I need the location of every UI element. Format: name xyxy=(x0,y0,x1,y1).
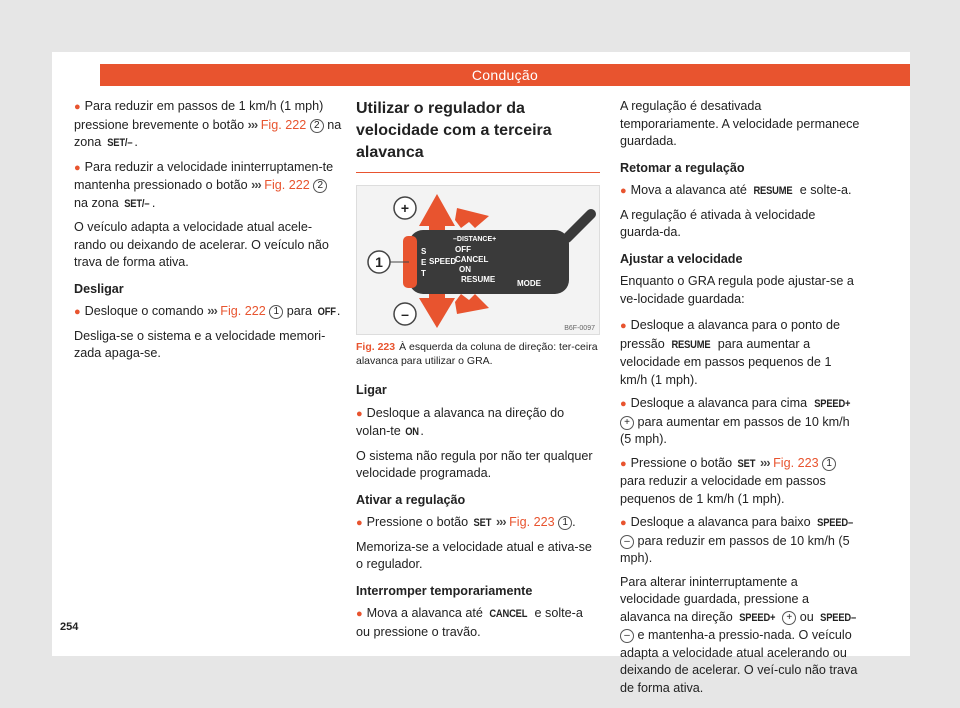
svg-text:B6F-0097: B6F-0097 xyxy=(564,325,595,332)
list-item: ● Mova a alavanca até RESUME e solte-a. xyxy=(620,182,860,201)
bullet-icon: ● xyxy=(74,101,81,113)
column-left xyxy=(74,98,344,372)
section-header: Condução xyxy=(100,64,910,86)
manual-page xyxy=(52,52,910,695)
control-label: RESUME xyxy=(753,185,793,197)
paragraph: Desliga-se o sistema e a velocidade memori-zada apaga-se. xyxy=(74,328,326,360)
reference-arrows-icon: ››› xyxy=(207,304,217,318)
control-label: RESUME xyxy=(671,338,711,351)
callout-number: 1 xyxy=(558,516,572,530)
reference-arrows-icon: ››› xyxy=(495,515,506,529)
svg-text:1: 1 xyxy=(375,254,383,270)
paragraph: Memoriza-se a velocidade atual e ativa-se o regulador. xyxy=(356,539,592,571)
reference-arrows-icon: ››› xyxy=(251,178,261,192)
svg-text:T: T xyxy=(421,269,426,278)
figure-caption: Fig. 223 À esquerda da coluna de direção: ter-ceira alavanca para utilizar o GRA. xyxy=(356,341,598,367)
paragraph: A regulação é desativada temporariamente. A velocidade permanece guardada. xyxy=(620,99,860,148)
arrow-right-up-icon xyxy=(455,208,489,228)
subheading: Retomar a regulação xyxy=(620,160,745,175)
subheading: Desligar xyxy=(74,281,124,296)
svg-text:RESUME: RESUME xyxy=(461,275,496,284)
list-item: ● Desloque a alavanca para baixo SPEED– – para reduzir em passos de 10 km/h (5 mph). xyxy=(620,515,854,565)
list-item: ● Desloque a alavanca para cima SPEED+ + para aumentar em passos de 10 km/h (5 mph). xyxy=(620,396,850,446)
figure-lever xyxy=(356,185,600,335)
bullet-icon: ● xyxy=(620,457,627,470)
page-number: 254 xyxy=(60,621,79,633)
subheading: Ativar a regulação xyxy=(356,492,466,507)
reference-arrows-icon: ››› xyxy=(759,455,770,470)
bullet-icon: ● xyxy=(356,608,363,620)
svg-text:ON: ON xyxy=(459,265,471,274)
paragraph: O sistema não regula por não ter qualquer velocidade programada. xyxy=(356,448,593,480)
bullet-icon: ● xyxy=(620,517,627,529)
figure-link[interactable]: Fig. 223 xyxy=(509,515,555,529)
control-label: SPEED– xyxy=(817,517,854,529)
callout-number: + xyxy=(782,611,796,625)
control-label: SET/– xyxy=(107,137,133,149)
control-label: SET xyxy=(737,457,755,470)
callout-number: – xyxy=(620,535,634,549)
bullet-icon: ● xyxy=(620,185,627,197)
callout-number: 2 xyxy=(313,179,327,193)
reference-arrows-icon: ››› xyxy=(247,117,258,132)
svg-text:+: + xyxy=(400,200,410,216)
callout-number: 1 xyxy=(822,457,836,471)
paragraph: A regulação é ativada à velocidade guarda-da. xyxy=(620,207,816,239)
subheading: Interromper temporariamente xyxy=(356,583,533,598)
arrow-right-down-icon xyxy=(455,294,489,314)
svg-text:OFF: OFF xyxy=(455,245,471,254)
callout-number: + xyxy=(620,416,634,430)
control-label: CANCEL xyxy=(489,608,528,620)
column-middle xyxy=(356,98,600,647)
callout-number: – xyxy=(620,629,634,643)
control-label: SPEED+ xyxy=(813,398,850,410)
paragraph: Enquanto o GRA regula pode ajustar-se a ve-locidade guardada: xyxy=(620,274,854,306)
list-item: ● Mova a alavanca até CANCEL e solte-a ou pressione o travão. xyxy=(356,606,583,639)
subheading: Ajustar a velocidade xyxy=(620,251,743,266)
control-label: OFF xyxy=(317,306,336,318)
callout-number: 2 xyxy=(310,119,324,133)
svg-text:MODE: MODE xyxy=(517,279,541,288)
callout-number: 1 xyxy=(269,305,283,319)
lever-illustration xyxy=(357,186,599,334)
control-label: SPEED– xyxy=(820,611,857,624)
bullet-icon: ● xyxy=(620,320,627,332)
section-title: Utilizar o regulador da velocidade com a terceira alavanca xyxy=(356,98,600,173)
figure-label: Fig. 223 xyxy=(356,341,396,353)
subheading: Ligar xyxy=(356,383,387,397)
svg-text:CANCEL: CANCEL xyxy=(455,255,489,264)
list-item: ● Desloque a alavanca para o ponto de pressão RESUME para aumentar a velocidade em passos pequenos de 1 km/h (1 mph). xyxy=(620,318,841,387)
svg-text:–DISTANCE+: –DISTANCE+ xyxy=(453,236,497,243)
paragraph: O veículo adapta a velocidade atual acele-rando ou deixando de acelerar. O veículo não trava de forma ativa. xyxy=(74,220,329,269)
bullet-icon: ● xyxy=(356,407,363,420)
svg-text:SPEED: SPEED xyxy=(429,257,457,266)
figure-link[interactable]: Fig. 223 xyxy=(773,455,819,470)
paragraph: Para alterar ininterruptamente a velocidade guardada, pressione a alavanca na direção SPEED+ + ou SPEED– – e mantenha-a pressio-nada. O veículo adapta a velocidade atual acelerando ou deixando de acelerar. O veí-culo não trava de forma ativa. xyxy=(620,574,858,695)
control-label: SET/– xyxy=(124,197,150,210)
list-item: ● Pressione o botão SET ››› Fig. 223 1 . xyxy=(356,514,600,533)
svg-text:E: E xyxy=(421,258,427,267)
bullet-icon: ● xyxy=(74,161,81,174)
figure-link[interactable]: Fig. 222 xyxy=(260,117,307,132)
list-item: ● Desloque o comando ››› Fig. 222 1 para OFF . xyxy=(74,303,344,322)
svg-text:S: S xyxy=(421,247,427,256)
column-right xyxy=(620,98,860,706)
figure-link[interactable]: Fig. 222 xyxy=(264,178,310,192)
control-label: ON xyxy=(405,426,420,438)
list-item: ● Para reduzir a velocidade ininterruptamen-te mantenha pressionado o botão ››› Fig. 222 2 na zona SET/– . xyxy=(74,159,344,214)
control-label: SET xyxy=(473,517,491,529)
bullet-icon: ● xyxy=(74,306,81,318)
list-item: ● Para reduzir em passos de 1 km/h (1 mph) pressione brevemente o botão ››› Fig. 222 2 na zona SET/– . xyxy=(74,98,344,153)
svg-text:–: – xyxy=(401,306,409,322)
list-item: ● Desloque a alavanca na direção do volan-te ON. xyxy=(356,405,600,442)
bullet-icon: ● xyxy=(620,398,627,410)
control-label: SPEED+ xyxy=(739,611,776,624)
list-item: ● Pressione o botão SET ››› Fig. 223 1 para reduzir a velocidade em passos pequenos de 1 km/h (1 mph). xyxy=(620,455,860,509)
bullet-icon: ● xyxy=(356,517,363,529)
figure-link[interactable]: Fig. 222 xyxy=(220,304,266,318)
